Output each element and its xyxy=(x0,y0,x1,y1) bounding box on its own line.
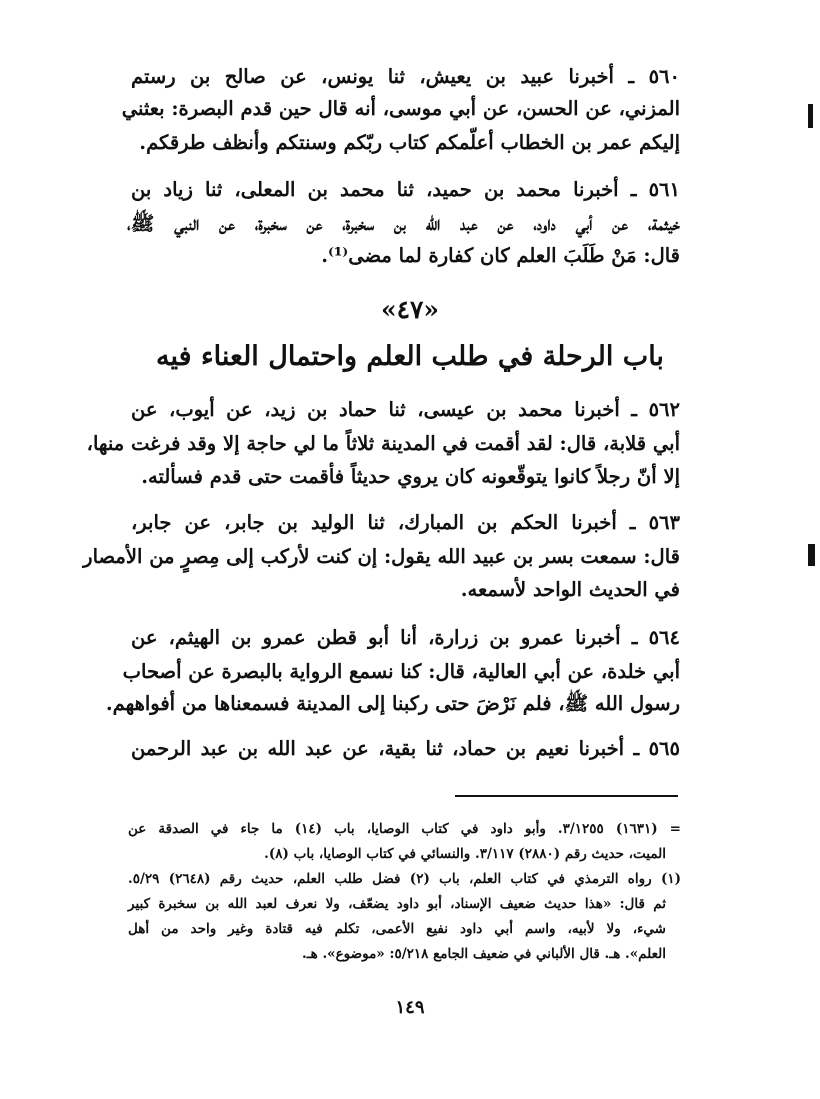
text-line: رسول الله ﷺ، فلم نَرْضَ حتى ركبنا إلى المدينة فسمعناها من أفواههم. xyxy=(105,692,680,715)
footnote-line: العلم». هـ. قال الألباني في ضعيف الجامع ٥/٢١٨: «موضوع». هـ. xyxy=(302,946,666,962)
footnote-line: = (١٦٣١) ٣/١٢٥٥. وأبو داود في كتاب الوصايا، باب (١٤) ما جاء في الصدقة عن xyxy=(128,821,681,837)
footnote-separator xyxy=(455,795,678,797)
scan-mark xyxy=(808,104,813,128)
text-line: قال: سمعت بسر بن عبيد الله يقول: إن كنت لأركب إلى مِصرٍ من الأمصار xyxy=(83,545,680,568)
text-line: ٥٦٥ ـ أخبرنا نعيم بن حماد، ثنا بقية، عن عبد الله بن عبد الرحمن xyxy=(131,737,680,760)
section-heading: باب الرحلة في طلب العلم واحتمال العناء فيه xyxy=(156,341,664,372)
text-line: ٥٦٣ ـ أخبرنا الحكم بن المبارك، ثنا الوليد بن جابر، عن جابر، xyxy=(131,511,680,534)
text-line: ٥٦٢ ـ أخبرنا محمد بن عيسى، ثنا حماد بن زيد، عن أيوب، عن xyxy=(131,398,680,421)
text-line: إليكم عمر بن الخطاب أعلّمكم كتاب ربّكم وسنتكم وأنظف طرقكم. xyxy=(139,131,680,154)
text-line: خيثمة، عن أبي داود، عن عبد الله بن سخبرة، عن سخبرة، عن النبي ﷺ، xyxy=(127,212,680,235)
text-line: ٥٦٠ ـ أخبرنا عبيد بن يعيش، ثنا يونس، عن صالح بن رستم xyxy=(131,65,680,88)
text-line: أبي خلدة، عن أبي العالية، قال: كنا نسمع الرواية بالبصرة عن أصحاب xyxy=(122,660,680,683)
text-line: ٥٦١ ـ أخبرنا محمد بن حميد، ثنا محمد بن المعلى، ثنا زياد بن xyxy=(131,178,680,201)
text-line: إلا أنّ رجلاً كانوا يتوقّعونه كان يروي حديثاً فأقمت حتى قدم فسألته. xyxy=(141,465,680,488)
scan-mark xyxy=(808,544,815,566)
footnote-line: الميت، حديث رقم (٢٨٨٠) ٣/١١٧. والنسائي في كتاب الوصايا، باب (٨). xyxy=(264,846,666,862)
text-line: ٥٦٤ ـ أخبرنا عمرو بن زرارة، أنا أبو قطن عمرو بن الهيثم، عن xyxy=(131,626,680,649)
text-line: قال: مَنْ طَلَبَ العلم كان كفارة لما مضى⁽¹⁾. xyxy=(321,244,680,267)
text-line: المزني، عن الحسن، عن أبي موسى، أنه قال حين قدم البصرة: بعثني xyxy=(121,97,680,120)
footnote-line: شيء، ولا لأبيه، واسم أبي داود نفيع الأعمى، تكلم فيه قتادة وغير واحد من أهل xyxy=(128,921,666,937)
section-number: «٤٧» xyxy=(380,295,440,324)
footnote-line: (١) رواه الترمذي في كتاب العلم، باب (٢) فضل طلب العلم، حديث رقم (٢٦٤٨) ٥/٢٩. xyxy=(128,871,682,887)
page-number: ١٤٩ xyxy=(395,997,425,1018)
footnote-line: ثم قال: «هذا حديث ضعيف الإسناد، أبو داود يضعّف، ولا نعرف لعبد الله بن سخبرة كبير xyxy=(128,896,666,912)
text-line: أبي قلابة، قال: لقد أقمت في المدينة ثلاثاً ما لي حاجة إلا وقد فرغت منها، xyxy=(86,432,680,455)
text-line: في الحديث الواحد لأسمعه. xyxy=(460,578,680,601)
